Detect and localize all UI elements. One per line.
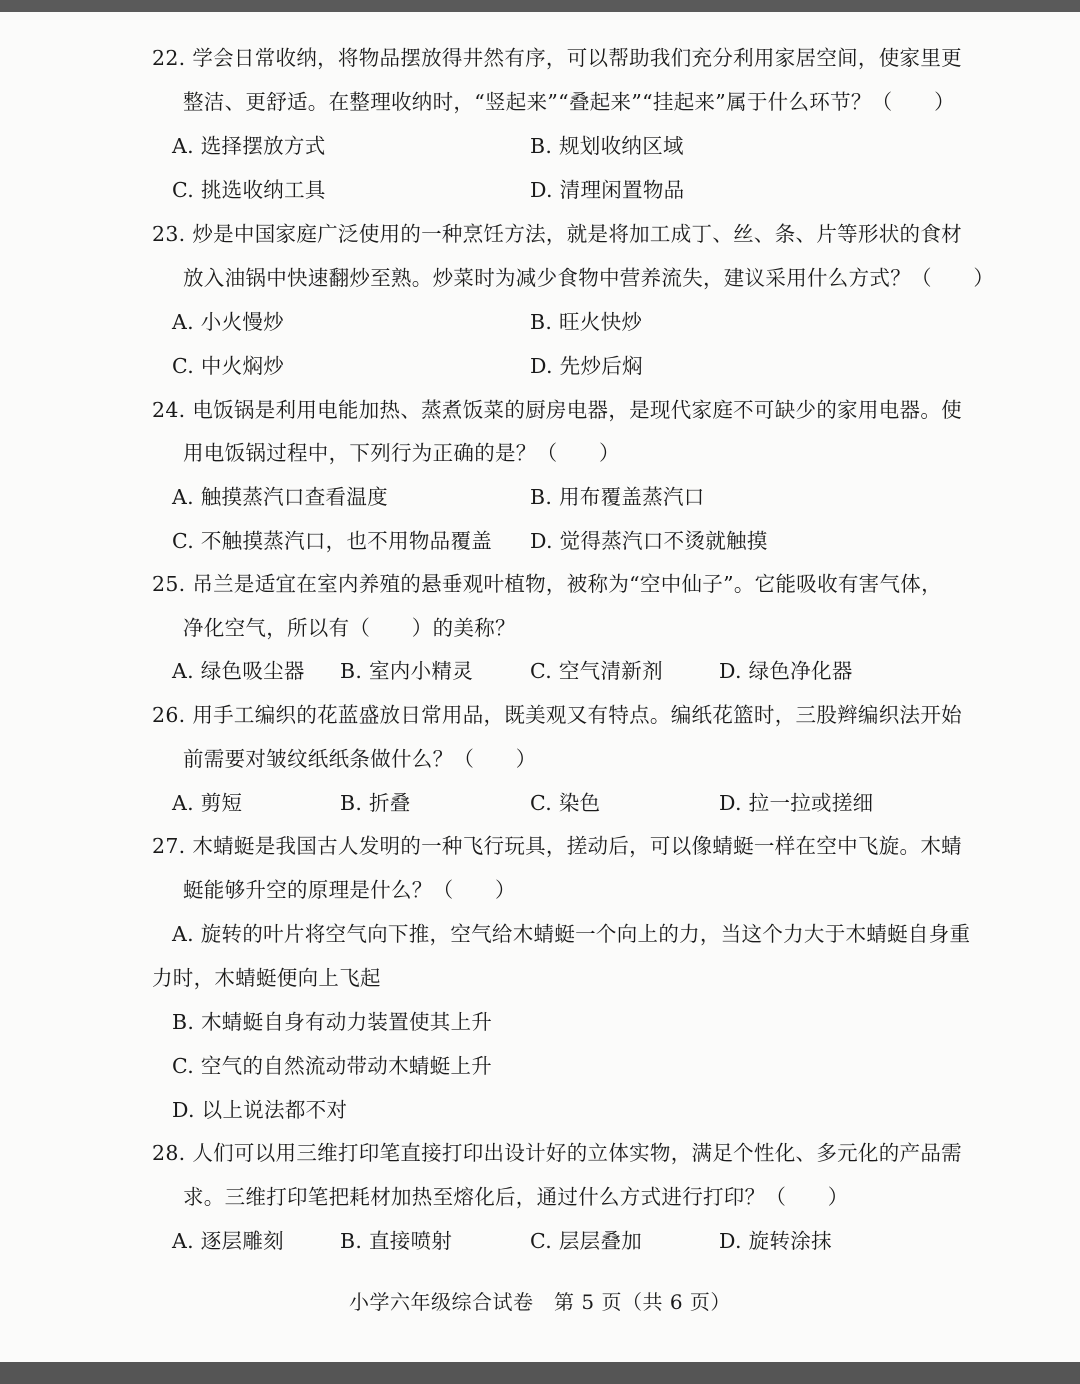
question-26-option-d: D. 拉一拉或搓细 <box>719 791 874 815</box>
question-23-option-a: A. 小火慢炒 <box>172 310 284 334</box>
question-24-option-d: D. 觉得蒸汽口不烫就触摸 <box>530 529 768 553</box>
question-27-option-a-cont: 力时，木蜻蜓便向上飞起 <box>152 966 381 990</box>
bottom-border <box>0 1362 1080 1384</box>
question-26-option-b: B. 折叠 <box>340 791 411 815</box>
question-23-text: 23. 炒是中国家庭广泛使用的一种烹饪方法，就是将加工成丁、丝、条、片等形状的食材 <box>152 222 962 246</box>
question-25-text-cont: 净化空气，所以有（ ）的美称？ <box>183 616 516 640</box>
question-22-option-b: B. 规划收纳区域 <box>530 134 684 158</box>
question-24-option-c: C. 不触摸蒸汽口，也不用物品覆盖 <box>172 529 493 553</box>
question-27-option-a: A. 旋转的叶片将空气向下推，空气给木蜻蜓一个向上的力，当这个力大于木蜻蜓自身重 <box>172 922 971 946</box>
question-26-option-a: A. 剪短 <box>172 791 243 815</box>
question-26-text-cont: 前需要对皱纹纸纸条做什么？（ ） <box>183 747 537 771</box>
question-28-text-cont: 求。三维打印笔把耗材加热至熔化后，通过什么方式进行打印？（ ） <box>183 1185 849 1209</box>
question-25-text: 25. 吊兰是适宜在室内养殖的悬垂观叶植物，被称为“空中仙子”。它能吸收有害气体， <box>152 572 942 596</box>
question-25-option-c: C. 空气清新剂 <box>530 659 663 683</box>
page-footer: 小学六年级综合试卷 第 5 页（共 6 页） <box>349 1290 731 1314</box>
question-27-option-d: D. 以上说法都不对 <box>172 1098 348 1122</box>
question-23-option-c: C. 中火焖炒 <box>172 354 285 378</box>
question-23-option-b: B. 旺火快炒 <box>530 310 643 334</box>
question-26-text: 26. 用手工编织的花蓝盛放日常用品，既美观又有特点。编纸花篮时，三股辫编织法开始 <box>152 703 962 727</box>
question-22-option-c: C. 挑选收纳工具 <box>172 178 326 202</box>
exam-page <box>0 12 1080 1362</box>
question-24-text: 24. 电饭锅是利用电能加热、蒸煮饭菜的厨房电器，是现代家庭不可缺少的家用电器。使 <box>152 398 962 422</box>
question-28-text: 28. 人们可以用三维打印笔直接打印出设计好的立体实物，满足个性化、多元化的产品需 <box>152 1141 962 1165</box>
question-28-option-c: C. 层层叠加 <box>530 1229 643 1253</box>
question-24-text-cont: 用电饭锅过程中，下列行为正确的是？（ ） <box>183 441 620 465</box>
question-22-option-d: D. 清理闲置物品 <box>530 178 685 202</box>
question-23-option-d: D. 先炒后焖 <box>530 354 643 378</box>
question-27-option-b: B. 木蜻蜓自身有动力装置使其上升 <box>172 1010 493 1034</box>
question-25-option-d: D. 绿色净化器 <box>719 659 853 683</box>
question-27-text: 27. 木蜻蜓是我国古人发明的一种飞行玩具，搓动后，可以像蜻蜓一样在空中飞旋。木蜻 <box>152 834 962 858</box>
question-24-option-b: B. 用布覆盖蒸汽口 <box>530 485 705 509</box>
question-26-option-c: C. 染色 <box>530 791 601 815</box>
question-28-option-d: D. 旋转涂抹 <box>719 1229 832 1253</box>
question-28-option-a: A. 逐层雕刻 <box>172 1229 284 1253</box>
question-25-option-a: A. 绿色吸尘器 <box>172 659 305 683</box>
question-22-text-cont: 整洁、更舒适。在整理收纳时，“竖起来”“叠起来”“挂起来”属于什么环节？（ ） <box>183 90 955 114</box>
question-24-option-a: A. 触摸蒸汽口查看温度 <box>172 485 388 509</box>
question-28-option-b: B. 直接喷射 <box>340 1229 453 1253</box>
question-22-option-a: A. 选择摆放方式 <box>172 134 326 158</box>
question-22-text: 22. 学会日常收纳，将物品摆放得井然有序，可以帮助我们充分利用家居空间，使家里更 <box>152 46 962 70</box>
question-27-option-c: C. 空气的自然流动带动木蜻蜓上升 <box>172 1054 493 1078</box>
question-27-text-cont: 蜓能够升空的原理是什么？（ ） <box>183 878 516 902</box>
question-25-option-b: B. 室内小精灵 <box>340 659 473 683</box>
question-23-text-cont: 放入油锅中快速翻炒至熟。炒菜时为减少食物中营养流失，建议采用什么方式？（ ） <box>183 266 995 290</box>
top-border <box>0 0 1080 12</box>
